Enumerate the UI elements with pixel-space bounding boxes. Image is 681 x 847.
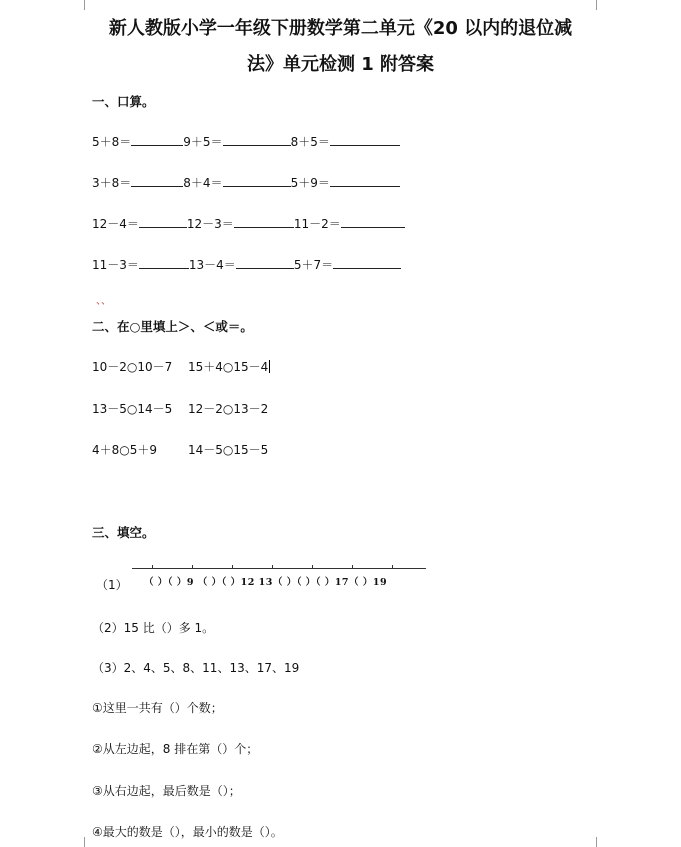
compare-item[interactable]: 4＋8○5＋9: [92, 443, 158, 457]
compare-row: [92, 358, 270, 375]
sub-question: ②从左边起，8 排在第（）个；: [92, 742, 259, 756]
number-line-axis: [132, 568, 426, 569]
section-heading-fill-in: 三、填空。: [92, 525, 155, 540]
sub-question: ①这里一共有（）个数；: [92, 701, 223, 715]
number-line-tick: [272, 565, 273, 569]
doc-title-line-1: 新人教版小学一年级下册数学第二单元《20 以内的退位减: [108, 18, 573, 39]
calc-expr: 5＋8＝: [92, 135, 132, 149]
number-line-tick: [152, 565, 153, 569]
number-line-values[interactable]: （ ）（ ）9 （ ）（ ）12 13（ ）（ ）（ ）17（ ）19: [144, 577, 388, 588]
answer-blank[interactable]: [223, 133, 291, 146]
sub-question: ③从右边起，最后数是（）；: [92, 784, 241, 798]
answer-blank[interactable]: [236, 256, 294, 269]
calc-expr: 3＋8＝: [92, 176, 132, 190]
answer-blank[interactable]: [333, 256, 401, 269]
calc-expr: 5＋7＝: [293, 258, 334, 272]
page-corner-mark: [70, 0, 85, 10]
number-line-question: [92, 564, 442, 592]
answer-blank[interactable]: [330, 133, 400, 146]
number-line-tick: [232, 565, 233, 569]
question-3: （3）2、4、5、8、11、13、17、19: [92, 661, 300, 675]
answer-blank[interactable]: [139, 256, 189, 269]
answer-blank[interactable]: [234, 215, 294, 228]
calc-row: [92, 256, 401, 273]
page-corner-mark: [596, 837, 611, 847]
compare-item[interactable]: 15＋4○15－4: [188, 360, 269, 374]
answer-blank[interactable]: [330, 174, 400, 187]
answer-blank[interactable]: [131, 174, 183, 187]
calc-expr: 8＋5＝: [290, 135, 330, 149]
compare-item[interactable]: 12－2○13－2: [188, 402, 269, 416]
page-corner-mark: [596, 0, 611, 10]
compare-item[interactable]: 10－2○10－7: [92, 360, 173, 374]
calc-expr: 9＋5＝: [183, 135, 223, 149]
calc-expr: 12－4＝: [92, 217, 139, 231]
calc-row: [92, 174, 400, 191]
answer-blank[interactable]: [131, 133, 183, 146]
number-line-tick: [192, 565, 193, 569]
page-corner-mark: [70, 837, 85, 847]
text-cursor: [269, 360, 270, 373]
number-line-tick: [352, 565, 353, 569]
section-heading-compare: 二、在○里填上＞、＜或＝。: [92, 319, 253, 334]
compare-item[interactable]: 13－5○14－5: [92, 402, 173, 416]
calc-expr: 12－3＝: [186, 217, 234, 231]
doc-title-line-2: 法》单元检测 1 附答案: [246, 54, 435, 75]
answer-blank[interactable]: [341, 215, 405, 228]
answer-blank[interactable]: [139, 215, 187, 228]
question-label: （1）: [96, 578, 128, 592]
compare-row: [92, 400, 268, 417]
number-line-tick: [392, 565, 393, 569]
answer-blank[interactable]: [223, 174, 291, 187]
compare-item[interactable]: 14－5○15－5: [188, 443, 269, 457]
question-2: （2）15 比（）多 1。: [92, 621, 215, 635]
calc-row: [92, 133, 400, 150]
compare-row: [92, 441, 268, 458]
section-heading-oral-calc: 一、口算。: [92, 94, 155, 109]
calc-row: [92, 215, 405, 232]
calc-expr: 11－2＝: [293, 217, 341, 231]
sub-question: ④最大的数是（），最小的数是（）。: [92, 825, 283, 839]
calc-expr: 13－4＝: [188, 258, 236, 272]
calc-expr: 8＋4＝: [183, 176, 223, 190]
number-line-tick: [312, 565, 313, 569]
edit-marks: 、、: [96, 296, 111, 307]
calc-expr: 11－3＝: [92, 258, 139, 272]
calc-expr: 5＋9＝: [290, 176, 330, 190]
